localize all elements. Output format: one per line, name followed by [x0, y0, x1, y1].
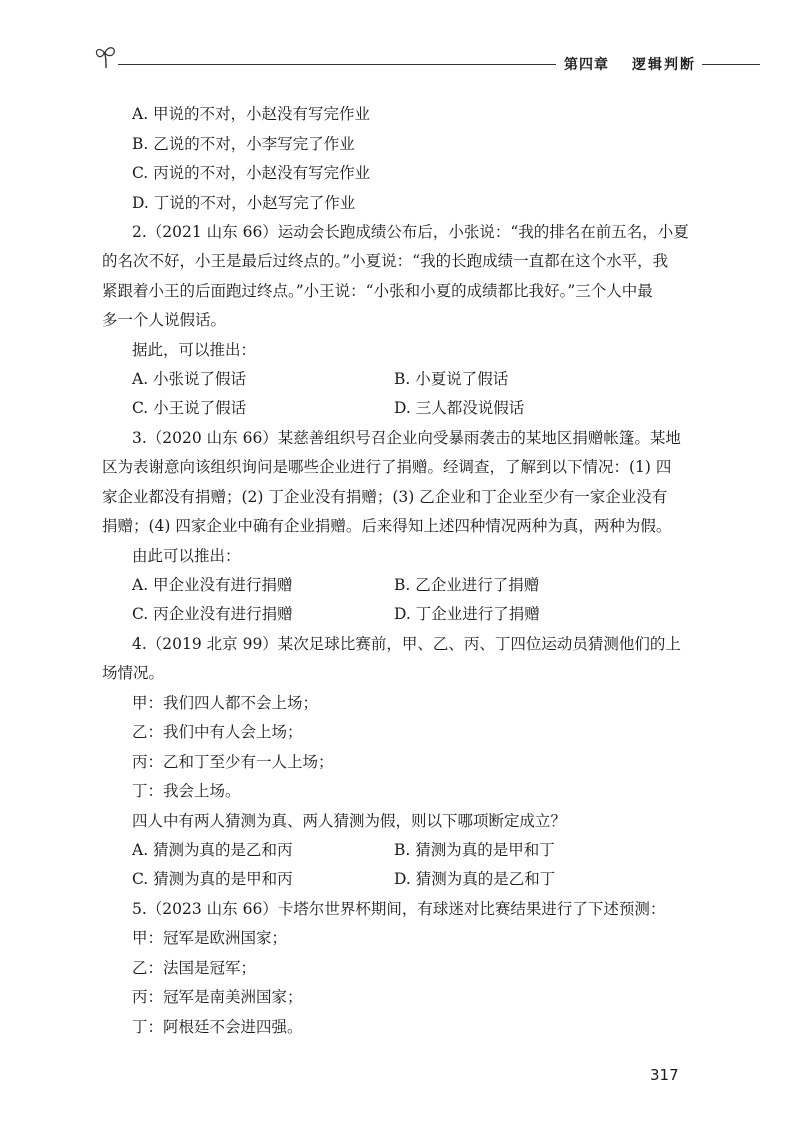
page-number: 317: [650, 1066, 679, 1084]
statement-line: 丙：乙和丁至少有一人上场；: [132, 753, 334, 771]
option-line: B. 乙说的不对，小李写完了作业: [132, 135, 355, 153]
statement-line: 甲：冠军是欧洲国家；: [132, 929, 288, 947]
header-rule-right: [702, 64, 760, 65]
question-text: 捐赠；(4) 四家企业中确有企业捐赠。后来得知上述四种情况两种为真，两种为假。: [102, 517, 672, 535]
header-rule-left: [118, 64, 556, 65]
option-line: C. 猜测为真的是甲和丙: [132, 870, 293, 888]
option-line: B. 小夏说了假话: [394, 370, 509, 388]
statement-line: 丁：我会上场。: [132, 782, 241, 800]
option-line: C. 小王说了假话: [132, 399, 247, 417]
sprout-icon: [92, 42, 122, 72]
option-line: A. 猜测为真的是乙和丙: [132, 841, 293, 859]
question-text: 四人中有两人猜测为真、两人猜测为假，则以下哪项断定成立？: [132, 812, 567, 830]
chapter-title: 逻辑判断: [632, 57, 696, 73]
option-line: A. 甲说的不对，小赵没有写完作业: [132, 105, 371, 123]
question-text: 多一个人说假话。: [102, 311, 227, 329]
question-text: 3.（2020 山东 66）某慈善组织号召企业向受暴雨袭击的某地区捐赠帐篷。某地: [132, 429, 681, 447]
question-text: 4.（2019 北京 99）某次足球比赛前，甲、乙、丙、丁四位运动员猜测他们的上: [132, 635, 681, 653]
question-text: 家企业都没有捐赠；(2) 丁企业没有捐赠；(3) 乙企业和丁企业至少有一家企业没有: [102, 488, 668, 506]
option-line: C. 丙说的不对，小赵没有写完作业: [132, 164, 371, 182]
option-line: D. 三人都没说假话: [394, 399, 525, 417]
question-text: 区为表谢意向该组织询问是哪些企业进行了捐赠。经调查，了解到以下情况：(1) 四: [102, 458, 672, 476]
question-text: 据此，可以推出：: [132, 341, 257, 359]
question-text: 紧跟着小王的后面跑过终点。”小王说：“小张和小夏的成绩都比我好。”三个人中最: [102, 282, 653, 300]
option-line: B. 猜测为真的是甲和丁: [394, 841, 555, 859]
option-line: D. 丁说的不对，小赵写完了作业: [132, 194, 356, 212]
statement-line: 丁：阿根廷不会进四强。: [132, 1018, 303, 1036]
statement-line: 丙：冠军是南美洲国家；: [132, 988, 303, 1006]
option-line: A. 小张说了假话: [132, 370, 247, 388]
option-line: B. 乙企业进行了捐赠: [394, 576, 540, 594]
statement-line: 乙：法国是冠军；: [132, 959, 257, 977]
question-text: 由此可以推出：: [132, 547, 241, 565]
question-text: 2.（2021 山东 66）运动会长跑成绩公布后，小张说：“我的排名在前五名，小夏: [132, 223, 689, 241]
statement-line: 乙：我们中有人会上场；: [132, 723, 303, 741]
question-text: 场情况。: [102, 664, 165, 682]
option-line: A. 甲企业没有进行捐赠: [132, 576, 293, 594]
question-text: 的名次不好，小王是最后过终点的。”小夏说：“我的长跑成绩一直都在这个水平，我: [102, 252, 669, 270]
option-line: C. 丙企业没有进行捐赠: [132, 605, 293, 623]
option-line: D. 丁企业进行了捐赠: [394, 605, 540, 623]
chapter-label: 第四章: [564, 57, 609, 73]
option-line: D. 猜测为真的是乙和丁: [394, 870, 556, 888]
statement-line: 甲：我们四人都不会上场；: [132, 694, 319, 712]
page-header: [92, 42, 760, 78]
question-text: 5.（2023 山东 66）卡塔尔世界杯期间，有球迷对比赛结果进行了下述预测：: [132, 900, 666, 918]
